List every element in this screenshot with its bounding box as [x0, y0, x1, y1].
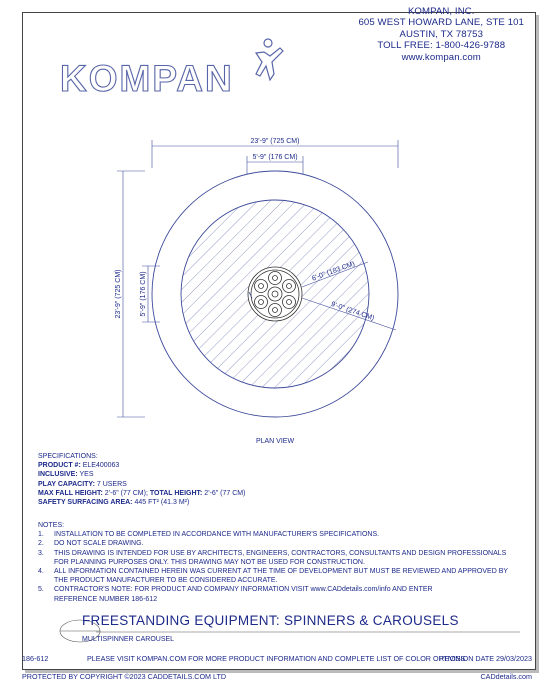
note-line: REFERENCE NUMBER 186-612: [54, 595, 158, 603]
carousel-equipment: [248, 267, 302, 321]
company-name: KOMPAN, INC.: [407, 6, 475, 17]
spec-inclusive: INCLUSIVE: YES: [38, 471, 94, 479]
drawing-title: FREESTANDING EQUIPMENT: SPINNERS & CAROUSELS: [82, 613, 459, 628]
inner-width-label: 5'-9" (176 CM): [252, 154, 298, 161]
overall-width-label: 23'-9" (725 CM): [250, 138, 300, 145]
note-line: 4. ALL INFORMATION CONTAINED HEREIN WAS CURRENT AT THE TIME OF DEVELOPMENT BUT MUST BE REVIEWED AND APPROVED BY: [38, 568, 509, 576]
spec-capacity: PLAY CAPACITY: 7 USERS: [38, 480, 127, 488]
note-line: 2. DO NOT SCALE DRAWING.: [38, 540, 144, 548]
note-line: FOR PLANNING PURPOSES ONLY. THIS DRAWING MAY NOT BE USED FOR CONSTRUCTION.: [54, 558, 365, 566]
inner-radius-label: 6'-0" (183 CM): [311, 260, 356, 283]
company-website[interactable]: www.kompan.com: [401, 51, 481, 63]
inner-height-label: 5'-9" (176 CM): [140, 271, 147, 317]
outer-radius-label: 9'-0" (274 CM): [330, 300, 375, 323]
company-address-2: AUSTIN, TX 78753: [399, 28, 484, 40]
reference-number: 186-612: [22, 654, 49, 663]
visit-message: PLEASE VISIT KOMPAN.COM FOR MORE PRODUCT INFORMATION AND COMPLETE LIST OF COLOR OPTIONS: [87, 654, 466, 663]
revision-date: REVISION DATE 29/03/2023: [439, 654, 532, 663]
specifications-heading: SPECIFICATIONS:: [38, 453, 98, 460]
notes-heading: NOTES:: [38, 522, 65, 529]
note-line: 5. CONTRACTOR'S NOTE: FOR PRODUCT AND COMPANY INFORMATION VISIT www.CADdetails.com/info AND ENTER: [38, 586, 433, 594]
company-address-1: 605 WEST HOWARD LANE, STE 101: [358, 17, 524, 29]
overall-height-label: 23'-9" (725 CM): [115, 269, 122, 319]
spec-heights: MAX FALL HEIGHT: 2'-6" (77 CM); TOTAL HEIGHT: 2'-6" (77 CM): [38, 489, 246, 497]
caddetails-brand[interactable]: CADdetails.com: [480, 672, 532, 681]
plan-view-label: PLAN VIEW: [255, 438, 295, 445]
kompan-figure-logo: [256, 39, 283, 80]
note-line: 1. INSTALLATION TO BE COMPLETED IN ACCORDANCE WITH MANUFACTURER'S SPECIFICATIONS.: [38, 531, 380, 539]
specifications-block: [38, 452, 245, 507]
drawing-subtitle: MULTISPINNER CAROUSEL: [82, 636, 175, 643]
company-info: [358, 6, 524, 63]
spec-product: PRODUCT #: ELE400063: [38, 462, 120, 470]
spec-surfacing: SAFETY SURFACING AREA: 445 FT² (41.3 M²): [38, 499, 190, 507]
company-phone: TOLL FREE: 1-800-426-9788: [377, 40, 506, 52]
copyright-text: PROTECTED BY COPYRIGHT ©2023 CADDETAILS.COM LTD: [22, 672, 227, 681]
note-line: THE PRODUCT MANUFACTURER TO BE CONSIDERED ACCURATE.: [54, 577, 278, 585]
notes-block: [38, 521, 508, 604]
kompan-logo: KOMPAN: [60, 58, 234, 99]
note-line: 3. THIS DRAWING IS INTENDED FOR USE BY ARCHITECTS, ENGINEERS, CONTRACTORS, CONSULTANTS AND DESIGN PROFESSIONALS: [38, 549, 507, 557]
